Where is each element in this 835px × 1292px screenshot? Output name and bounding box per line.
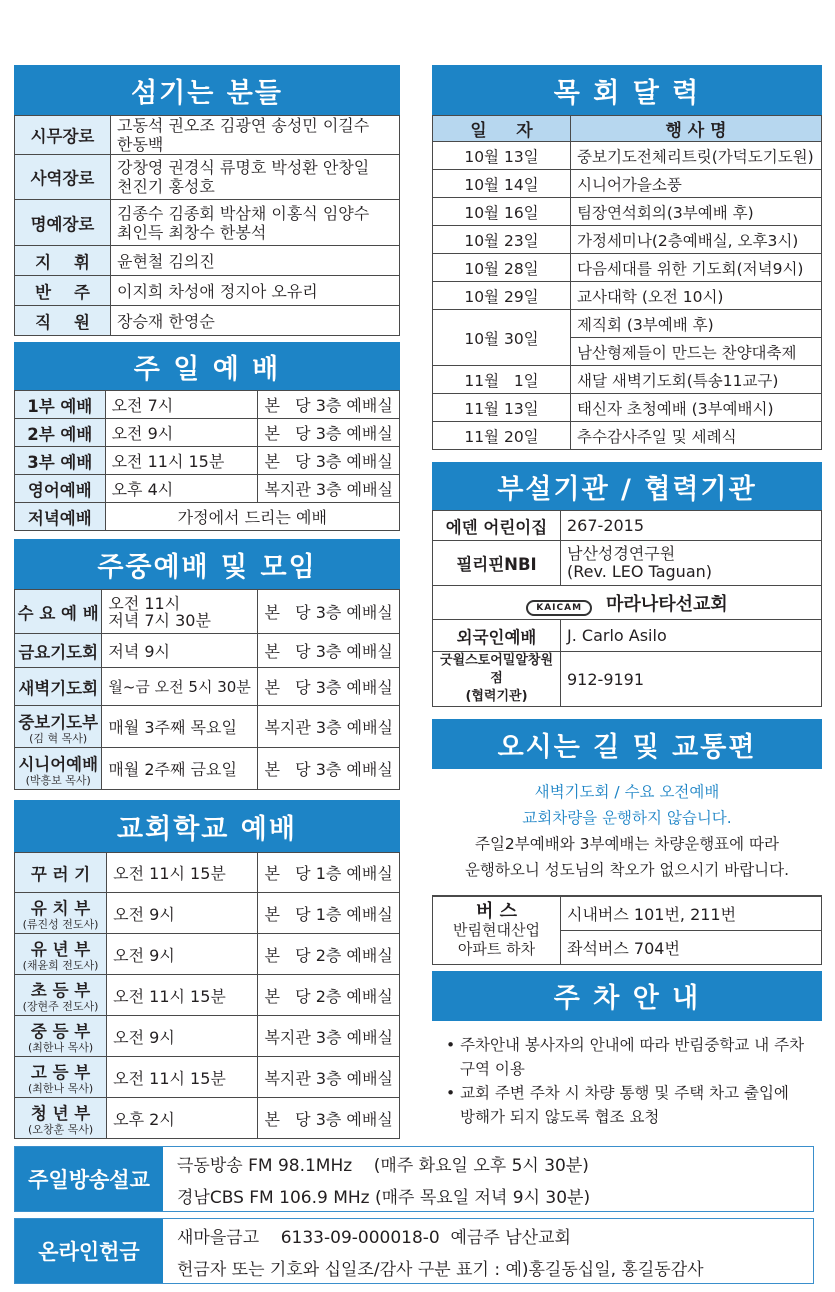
calendar-header: 목 회 달 력: [432, 65, 822, 115]
row-place: 본 당 2층 예배실: [258, 934, 400, 975]
broadcast-rows: [163, 1147, 813, 1211]
event-date: 10월 30일: [433, 310, 571, 366]
table-row: [15, 668, 400, 706]
row-label: 새벽기도회: [15, 668, 102, 706]
table-row: [15, 853, 400, 893]
row-time: 오후 4시: [105, 475, 258, 503]
row-label: 2부 예배: [15, 419, 106, 447]
label-main: 유 치 부: [30, 899, 91, 918]
event-date: 11월 1일: [433, 366, 571, 394]
event-date: 10월 14일: [433, 170, 571, 198]
broadcast-line: 극동방송 FM 98.1MHz (매주 화요일 오후 5시 30분): [177, 1155, 589, 1176]
notice-line: 주일2부예배와 3부예배는 차량운행표에 따라: [474, 835, 780, 853]
table-row: [15, 893, 400, 934]
event-date: 10월 13일: [433, 142, 571, 170]
row-label: 영어예배: [15, 475, 106, 503]
table-row: [15, 200, 400, 246]
weekday-header: 주중예배 및 모임: [14, 539, 400, 589]
row-place: 본 당 3층 예배실: [258, 1098, 400, 1139]
label-sub: (오창훈 목사): [27, 1123, 94, 1136]
table-row: [15, 246, 400, 276]
row-value: 이지희 차성애 정지아 오유리: [111, 276, 400, 306]
row-time: 매월 2주째 금요일: [102, 748, 258, 790]
table-row: [433, 541, 822, 586]
label-main: 중 등 부: [30, 1022, 91, 1041]
inst-value: J. Carlo Asilo: [561, 620, 822, 652]
row-time: 매월 3주째 목요일: [102, 706, 258, 748]
parking-list: [432, 1021, 822, 1141]
broadcast-line: 경남CBS FM 106.9 MHz (매주 목요일 저녁 9시 30분): [177, 1187, 591, 1208]
row-value: 가정에서 드리는 예배: [105, 503, 399, 531]
offering-label: 온라인헌금: [15, 1219, 163, 1283]
servants-header: 섬기는 분들: [14, 65, 400, 115]
row-label: [15, 1057, 107, 1098]
inst-label: 굿윌스토어밀알창원점 (협력기관): [433, 652, 561, 707]
row-label: 지 휘: [15, 246, 111, 276]
bus-city: 시내버스 101번, 211번: [561, 896, 822, 930]
label-sub: (류진성 전도사): [22, 918, 99, 931]
label-sub: (최한나 목사): [27, 1082, 94, 1095]
row-place: 본 당 1층 예배실: [258, 853, 400, 893]
school-table: [14, 852, 400, 1139]
row-label: 반 주: [15, 276, 111, 306]
row-time: 오후 2시: [107, 1098, 258, 1139]
event-date: 10월 29일: [433, 282, 571, 310]
row-label: [15, 748, 102, 790]
servants-table: [14, 115, 400, 336]
label-main: 시니어예배: [18, 754, 99, 774]
table-row: [15, 503, 400, 531]
row-time: 오전 9시: [107, 893, 258, 934]
table-row: [15, 634, 400, 668]
event-name: 다음세대를 위한 기도회(저녁9시): [571, 254, 822, 282]
bus-label: 버 스: [475, 900, 518, 922]
row-label: 꾸 러 기: [15, 853, 107, 893]
table-row: [433, 366, 822, 394]
left-column: [14, 65, 400, 1139]
parking-item: • 주차안내 봉사자의 안내에 따라 반림중학교 내 주차구역 이용: [446, 1035, 805, 1078]
table-row: [433, 170, 822, 198]
row-label: [15, 1098, 107, 1139]
directions-notice: [432, 769, 822, 895]
table-row: [15, 276, 400, 306]
table-row: [433, 896, 822, 930]
bus-label-cell: [433, 896, 561, 964]
row-label: 시무장로: [15, 116, 111, 155]
label-sub: (김 혁 목사): [29, 731, 88, 745]
row-time: 오전 7시: [105, 391, 258, 419]
row-time: 저녁 9시: [102, 634, 258, 668]
row-time: 오전 11시 15분: [105, 447, 258, 475]
inst-label: 외국인예배: [433, 620, 561, 652]
row-time: 오전 9시: [105, 419, 258, 447]
table-row: [15, 1016, 400, 1057]
worship-header: 주 일 예 배: [14, 342, 400, 390]
table-row: [15, 590, 400, 634]
inst-label: 에덴 어린이집: [433, 511, 561, 541]
event-name: 남산형제들이 만드는 찬양대축제: [571, 338, 822, 366]
table-row: [433, 254, 822, 282]
row-label: [15, 893, 107, 934]
row-time: 월~금 오전 5시 30분: [102, 668, 258, 706]
event-name: 추수감사주일 및 세례식: [571, 422, 822, 450]
table-row: [433, 226, 822, 254]
offering-line: 새마을금고 6133-09-000018-0 예금주 남산교회: [177, 1227, 571, 1248]
table-row: [15, 391, 400, 419]
event-name: 제직회 (3부예배 후): [571, 310, 822, 338]
table-row: [433, 652, 822, 707]
kaicam-logo: KAICAM: [526, 600, 592, 616]
event-date: 11월 20일: [433, 422, 571, 450]
notice-line: 교회차량을 운행하지 않습니다.: [522, 809, 732, 827]
row-place: 본 당 3층 예배실: [258, 447, 400, 475]
event-name: 교사대학 (오전 10시): [571, 282, 822, 310]
row-label: [15, 706, 102, 748]
table-row: [433, 142, 822, 170]
offering-bar: [14, 1218, 814, 1284]
row-place: 복지관 3층 예배실: [258, 1057, 400, 1098]
institutions-header: 부설기관 / 협력기관: [432, 462, 822, 510]
event-name: 중보기도전체리트릿(가덕도기도원): [571, 142, 822, 170]
row-label: 금요기도회: [15, 634, 102, 668]
row-label: [15, 975, 107, 1016]
row-value: 장승재 한영순: [111, 306, 400, 336]
table-row: [15, 419, 400, 447]
label-main: 청 년 부: [30, 1104, 91, 1123]
row-place: 복지관 3층 예배실: [258, 706, 400, 748]
row-place: 본 당 3층 예배실: [258, 634, 400, 668]
table-row: [433, 586, 822, 620]
event-name: 팀장연석회의(3부예배 후): [571, 198, 822, 226]
notice-line: 운행하오니 성도님의 착오가 없으시기 바랍니다.: [464, 861, 790, 879]
offering-line: 헌금자 또는 기호와 십일조/감사 구분 표기 : 예)홍길동십일, 홍길동감사: [177, 1259, 704, 1280]
calendar-table: [432, 115, 822, 450]
table-row: [433, 511, 822, 541]
table-row: [15, 475, 400, 503]
table-row: [15, 306, 400, 336]
row-place: 본 당 3층 예배실: [258, 748, 400, 790]
row-time: 오전 11시 15분: [107, 975, 258, 1016]
table-row: [433, 394, 822, 422]
row-time: 오전 9시: [107, 934, 258, 975]
row-time: 오전 9시: [107, 1016, 258, 1057]
event-name: 태신자 초청예배 (3부예배시): [571, 394, 822, 422]
row-label: 수 요 예 배: [15, 590, 102, 634]
row-place: 본 당 3층 예배실: [258, 391, 400, 419]
table-row: [15, 1057, 400, 1098]
kaicam-row: [433, 586, 822, 620]
bus-stop: 반림현대산업: [453, 920, 540, 939]
row-label: [15, 1016, 107, 1057]
label-sub: (장현주 전도사): [22, 1000, 99, 1013]
table-row: [15, 748, 400, 790]
table-row: [433, 198, 822, 226]
label-main: 고 등 부: [30, 1063, 91, 1082]
table-row: [15, 155, 400, 200]
institutions-table: [432, 510, 822, 707]
broadcast-bar: [14, 1146, 814, 1212]
row-label: 명예장로: [15, 200, 111, 246]
row-value: 김종수 김종회 박삼채 이홍식 임양수 최인득 최창수 한봉석: [111, 200, 400, 246]
parking-item: • 교회 주변 주차 시 차량 통행 및 주택 차고 출입에 방해가 되지 않도록 협조 요청: [446, 1083, 789, 1126]
inst-label: 필리핀NBI: [433, 541, 561, 586]
bus-seat: 좌석버스 704번: [561, 930, 822, 964]
table-row: [15, 934, 400, 975]
weekday-table: [14, 589, 400, 790]
table-row: [433, 282, 822, 310]
label-sub: (최한나 목사): [27, 1041, 94, 1054]
row-label: [15, 934, 107, 975]
school-header: 교회학교 예배: [14, 800, 400, 852]
row-place: 본 당 3층 예배실: [258, 419, 400, 447]
event-date: 10월 16일: [433, 198, 571, 226]
label-main: 유 년 부: [30, 940, 91, 959]
calendar-col-event: 행 사 명: [571, 116, 822, 142]
inst-value: 912-9191: [561, 652, 822, 707]
row-label: 직 원: [15, 306, 111, 336]
event-date: 10월 23일: [433, 226, 571, 254]
row-label: 3부 예배: [15, 447, 106, 475]
event-date: 10월 28일: [433, 254, 571, 282]
table-row: [15, 1098, 400, 1139]
table-row: [15, 975, 400, 1016]
table-row: [15, 447, 400, 475]
table-row: [433, 310, 822, 338]
table-row: [15, 706, 400, 748]
notice-line: 새벽기도회 / 수요 오전예배: [534, 783, 720, 801]
kaicam-name: 마라나타선교회: [606, 593, 728, 615]
bus-table: [432, 895, 822, 965]
table-row: [433, 422, 822, 450]
directions-header: 오시는 길 및 교통편: [432, 719, 822, 769]
row-place: 본 당 3층 예배실: [258, 590, 400, 634]
row-time: 오전 11시 저녁 7시 30분: [102, 590, 258, 634]
row-place: 복지관 3층 예배실: [258, 1016, 400, 1057]
label-sub: (채윤희 전도사): [22, 959, 99, 972]
calendar-head-row: [433, 116, 822, 142]
row-label: 사역장로: [15, 155, 111, 200]
row-value: 고동석 권오조 김광연 송성민 이길수 한동백: [111, 116, 400, 155]
row-value: 강창영 권경식 류명호 박성환 안창일 천진기 홍성호: [111, 155, 400, 200]
label-main: 초 등 부: [30, 981, 91, 1000]
event-date: 11월 13일: [433, 394, 571, 422]
inst-value: 267-2015: [561, 511, 822, 541]
event-name: 시니어가을소풍: [571, 170, 822, 198]
event-name: 새달 새벽기도회(특송11교구): [571, 366, 822, 394]
parking-header: 주 차 안 내: [432, 971, 822, 1021]
label-sub: (박흥보 목사): [25, 773, 91, 787]
calendar-col-date: 일 자: [433, 116, 571, 142]
event-name: 가정세미나(2층예배실, 오후3시): [571, 226, 822, 254]
row-label: 저녁예배: [15, 503, 106, 531]
row-place: 복지관 3층 예배실: [258, 475, 400, 503]
row-place: 본 당 3층 예배실: [258, 668, 400, 706]
worship-table: [14, 390, 400, 531]
row-label: 1부 예배: [15, 391, 106, 419]
row-place: 본 당 1층 예배실: [258, 893, 400, 934]
table-row: [433, 620, 822, 652]
row-place: 본 당 2층 예배실: [258, 975, 400, 1016]
bus-stop: 아파트 하차: [457, 939, 536, 958]
broadcast-label: 주일방송설교: [15, 1147, 163, 1211]
row-time: 오전 11시 15분: [107, 853, 258, 893]
right-column: [432, 65, 822, 1141]
row-time: 오전 11시 15분: [107, 1057, 258, 1098]
row-value: 윤현철 김의진: [111, 246, 400, 276]
inst-value: 남산성경연구원 (Rev. LEO Taguan): [561, 541, 822, 586]
table-row: [15, 116, 400, 155]
label-main: 중보기도부: [18, 712, 99, 732]
offering-rows: [163, 1219, 813, 1283]
